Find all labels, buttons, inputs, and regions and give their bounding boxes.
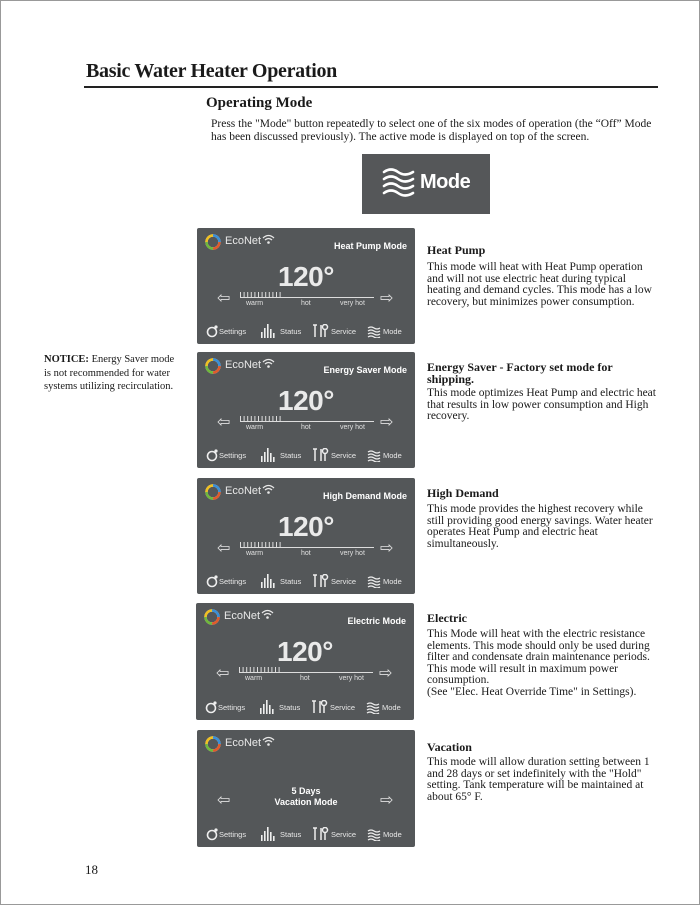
note-electric: (See "Elec. Heat Override Time" in Settings). [427,686,637,698]
econet-brand: EcoNet [224,610,261,622]
wifi-icon [262,234,275,245]
screen-energy-saver [197,352,415,468]
footer-service-label[interactable]: Service [331,451,357,460]
scale-hot-label: hot [301,300,311,307]
footer-mode-label[interactable]: Mode [382,703,401,712]
service-wrench-icon[interactable] [312,700,328,714]
body-vacation: This mode will allow duration setting between 1 and 28 days or set indefinitely with the "Hold" setting. Tank temperature will be maintained at about 65° F. [427,756,650,803]
temperature-readout: 120° [277,636,333,667]
footer-mode-label[interactable]: Mode [383,327,402,336]
mode-waves-icon[interactable] [366,702,380,714]
econet-brand: EcoNet [225,485,262,497]
page-title: Basic Water Heater Operation [86,60,338,82]
service-wrench-icon[interactable] [313,827,329,841]
settings-gear-icon[interactable] [206,574,218,588]
wifi-icon [262,484,275,495]
screen-footer [197,823,415,841]
vacation-mode-label: Vacation Mode [274,797,338,807]
arrow-right-icon[interactable]: ⇨ [379,665,393,682]
screen-footer [197,320,415,338]
arrow-right-icon[interactable]: ⇨ [380,540,394,557]
settings-gear-icon[interactable] [206,324,218,338]
active-mode-label: High Demand Mode [322,491,407,501]
footer-settings-label[interactable]: Settings [218,703,246,712]
status-bars-icon[interactable] [261,446,277,462]
screen-high-demand [197,478,415,594]
service-wrench-icon[interactable] [313,574,329,588]
footer-status-label[interactable]: Status [280,451,302,460]
page-number: 18 [85,862,98,877]
arrow-left-icon[interactable]: ⇦ [217,792,231,809]
wifi-icon [262,358,275,369]
wifi-icon [262,736,275,747]
screen-electric [196,603,414,720]
body-electric: This Mode will heat with the electric resistance elements. This mode should only be used during filter and condensate drain maintenance periods. This mode will result in maximum power consumption. [427,628,650,686]
status-bars-icon[interactable] [261,825,277,841]
temperature-readout: 120° [278,385,334,416]
footer-service-label[interactable]: Service [331,830,357,839]
temperature-scale-line [240,547,374,548]
heading-high-demand: High Demand [427,486,499,500]
waves-icon [382,166,416,202]
footer-settings-label[interactable]: Settings [219,327,247,336]
screen-footer [197,570,415,588]
econet-logo-icon [204,609,220,625]
settings-gear-icon[interactable] [206,448,218,462]
scale-very-hot-label: very hot [340,424,365,431]
footer-service-label[interactable]: Service [331,577,357,586]
footer-settings-label[interactable]: Settings [219,577,247,586]
mode-waves-icon[interactable] [367,576,381,588]
notice-text: Energy Saver mode is not recommended for water systems utilizing recirculation. [44,354,175,392]
arrow-right-icon[interactable]: ⇨ [380,290,394,307]
mode-button[interactable] [362,154,490,214]
footer-status-label[interactable]: Status [280,830,302,839]
body-energy-saver: This mode optimizes Heat Pump and electric heat that results in low power consumption and High recovery. [427,387,656,422]
screen-footer [196,696,414,714]
arrow-left-icon[interactable]: ⇦ [216,665,230,682]
footer-mode-label[interactable]: Mode [383,577,402,586]
footer-mode-label[interactable]: Mode [383,451,402,460]
screen-footer [197,444,415,462]
scale-warm-label: warm [246,300,264,307]
footer-service-label[interactable]: Service [331,327,357,336]
service-wrench-icon[interactable] [313,448,329,462]
notice-label: NOTICE: [44,354,89,365]
heading-energy-saver: Energy Saver - Factory set mode for shipping. [427,360,613,386]
active-mode-label: Electric Mode [347,616,406,626]
service-wrench-icon[interactable] [313,324,329,338]
footer-status-label[interactable]: Status [280,577,302,586]
intro-paragraph: Press the "Mode" button repeatedly to select one of the six modes of operation (the “Off” Mode has been discussed previously). The active mode is displayed on top of the screen. [211,118,652,143]
footer-status-label[interactable]: Status [280,327,302,336]
mode-button-label: Mode [420,171,471,193]
temperature-readout: 120° [278,261,334,292]
wifi-icon [261,609,274,620]
arrow-left-icon[interactable]: ⇦ [217,290,231,307]
scale-warm-label: warm [245,675,263,682]
scale-very-hot-label: very hot [340,300,365,307]
screen-heat-pump [197,228,415,344]
heading-heat-pump: Heat Pump [427,243,486,257]
arrow-right-icon[interactable]: ⇨ [380,414,394,431]
active-mode-label: Energy Saver Mode [323,365,407,375]
footer-settings-label[interactable]: Settings [219,451,247,460]
econet-logo-icon [205,358,221,374]
arrow-left-icon[interactable]: ⇦ [217,414,231,431]
econet-logo-icon [205,234,221,250]
title-rule [84,86,658,88]
temperature-scale-line [239,672,373,673]
arrow-left-icon[interactable]: ⇦ [217,540,231,557]
body-high-demand: This mode provides the highest recovery while still providing good energy savings. Water heater operates Heat Pump and electric heat simultaneously. [427,503,653,550]
settings-gear-icon[interactable] [206,827,218,841]
temperature-scale-line [240,297,374,298]
temperature-readout: 120° [278,511,334,542]
footer-mode-label[interactable]: Mode [383,830,402,839]
mode-waves-icon[interactable] [367,829,381,841]
footer-status-label[interactable]: Status [279,703,301,712]
econet-brand: EcoNet [225,359,262,371]
footer-service-label[interactable]: Service [330,703,356,712]
scale-hot-label: hot [301,424,311,431]
scale-warm-label: warm [246,550,264,557]
status-bars-icon[interactable] [261,322,277,338]
scale-very-hot-label: very hot [340,550,365,557]
vacation-days: 5 Days [291,786,321,796]
econet-logo-icon [205,736,221,752]
temperature-scale-line [240,421,374,422]
section-subtitle: Operating Mode [206,95,313,111]
screen-vacation [197,730,415,847]
scale-very-hot-label: very hot [339,675,364,682]
active-mode-label: Heat Pump Mode [333,241,407,251]
notice [44,353,179,394]
scale-hot-label: hot [300,675,310,682]
heading-vacation: Vacation [427,740,472,754]
mode-waves-icon[interactable] [367,450,381,462]
settings-gear-icon[interactable] [205,700,217,714]
status-bars-icon[interactable] [260,698,276,714]
status-bars-icon[interactable] [261,572,277,588]
econet-brand: EcoNet [225,235,262,247]
scale-warm-label: warm [246,424,264,431]
body-heat-pump: This mode will heat with Heat Pump operation and will not use electric heat during typical heating and demand cycles. This mode has a low recovery, but minimizes power consumption. [427,261,652,308]
mode-waves-icon[interactable] [367,326,381,338]
footer-settings-label[interactable]: Settings [219,830,247,839]
econet-brand: EcoNet [225,737,262,749]
arrow-right-icon[interactable]: ⇨ [380,792,394,809]
scale-hot-label: hot [301,550,311,557]
econet-logo-icon [205,484,221,500]
heading-electric: Electric [427,611,467,625]
